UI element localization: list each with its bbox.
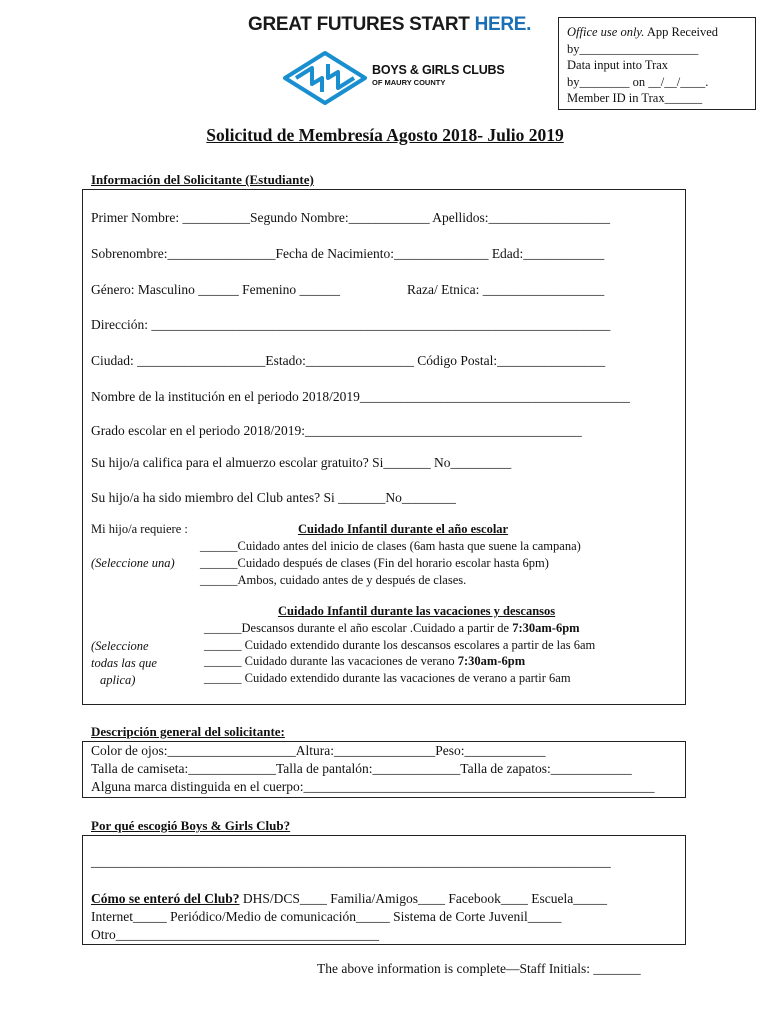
select-one-label: (Seleccione una) (91, 556, 175, 570)
vacation-option[interactable] (204, 654, 525, 669)
how-heard-options-line2[interactable]: Internet_____ Periódico/Medio de comunicación_____ Sistema de Corte Juvenil_____ (91, 909, 562, 924)
office-use-box (558, 17, 756, 110)
vacation-option[interactable] (204, 638, 595, 653)
gender-field[interactable]: Género: Masculino ______ Femenino ______ (91, 282, 340, 297)
vacation-option-text: ______ Cuidado extendido durante las vacaciones de verano a partir 6am (204, 671, 571, 685)
vacation-option-text: ______Descansos durante el año escolar .Cuidado a partir de (204, 621, 513, 635)
select-all-label (84, 638, 184, 689)
grade-field[interactable]: Grado escolar en el periodo 2018/2019:_________________________________________ (91, 423, 582, 438)
how-heard-field[interactable] (91, 891, 607, 907)
select-all-line: aplica) (100, 673, 136, 687)
app-received-by: by___________________ (567, 41, 699, 56)
sizes-field[interactable]: Talla de camiseta:_____________Talla de pantalón:_____________Talla de zapatos:____________ (91, 761, 632, 776)
vacation-option-text: ______ Cuidado durante las vacaciones de verano (204, 654, 458, 668)
office-use-label: Office use only. (567, 25, 645, 39)
address-field[interactable]: Dirección: ____________________________________________________________________ (91, 317, 611, 332)
vacation-option-hours: 7:30am-6pm (512, 621, 580, 635)
tagline-main: GREAT FUTURES START (248, 14, 475, 35)
free-lunch-field[interactable]: Su hijo/a califica para el almuerzo escolar gratuito? Si_______ No_________ (91, 455, 512, 470)
school-year-option[interactable]: ______Ambos, cuidado antes de y después de clases. (200, 573, 467, 587)
page-title: Solicitud de Membresía Agosto 2018- Julio 2019 (206, 125, 564, 145)
tagline-accent: HERE. (474, 14, 532, 35)
names-field[interactable]: Primer Nombre: __________Segundo Nombre:____________ Apellidos:__________________ (91, 210, 610, 225)
member-id-trax: Member ID in Trax______ (567, 91, 703, 105)
vacation-option[interactable] (204, 671, 571, 686)
distinguishing-marks-field[interactable]: Alguna marca distinguida en el cuerpo:____________________________________________________ (91, 779, 655, 794)
race-field[interactable]: Raza/ Etnica: __________________ (407, 282, 605, 297)
school-year-option[interactable]: ______Cuidado antes del inicio de clases (6am hasta que suene la campana) (200, 539, 581, 553)
school-year-care-heading: Cuidado Infantil durante el año escolar (298, 522, 509, 536)
club-county: OF MAURY COUNTY (372, 78, 446, 87)
how-heard-other[interactable]: Otro_______________________________________ (91, 927, 379, 942)
club-name: BOYS & GIRLS CLUBS (372, 63, 505, 77)
trax-input-by: by________ on __/__/____. (567, 74, 709, 89)
vacation-option-hours: 7:30am-6pm (457, 654, 526, 668)
how-heard-label: Cómo se enteró del Club? (91, 891, 240, 906)
why-answer-field[interactable]: _____________________________________________________________________________ (91, 854, 611, 869)
boys-and-girls-club-hands-logo-icon (282, 50, 368, 106)
select-all-line: todas las que (91, 656, 157, 670)
eyes-height-weight-field[interactable]: Color de ojos:___________________Altura:_______________Peso:____________ (91, 743, 546, 758)
select-all-line: (Seleccione (91, 639, 149, 653)
description-heading: Descripción general del solicitante: (91, 724, 285, 739)
trax-input-label: Data input into Trax (567, 58, 669, 72)
vacation-option[interactable] (204, 621, 580, 636)
why-heading: Por qué escogió Boys & Girls Club? (91, 818, 291, 833)
school-year-option[interactable]: ______Cuidado después de clases (Fin del horario escolar hasta 6pm) (200, 556, 549, 570)
applicant-heading: Información del Solicitante (Estudiante) (91, 172, 314, 187)
city-state-zip-field[interactable]: Ciudad: ___________________Estado:________________ Código Postal:________________ (91, 353, 606, 368)
institution-field[interactable]: Nombre de la institución en el periodo 2018/2019________________________________________ (91, 389, 630, 404)
app-received-label: App Received (644, 25, 719, 39)
nickname-birth-age-field[interactable]: Sobrenombre:________________Fecha de Nacimiento:______________ Edad:____________ (91, 246, 605, 261)
how-heard-options: DHS/DCS____ Familia/Amigos____ Facebook____ Escuela_____ (239, 891, 607, 906)
requires-label: Mi hijo/a requiere : (91, 522, 188, 536)
vacation-option-text: ______ Cuidado extendido durante los descansos escolares a partir de las 6am (204, 638, 596, 652)
staff-initials-field[interactable]: The above information is complete—Staff Initials: _______ (317, 961, 641, 976)
tagline (248, 14, 531, 36)
vacation-care-heading: Cuidado Infantil durante las vacaciones y descansos (278, 604, 556, 618)
member-before-field[interactable]: Su hijo/a ha sido miembro del Club antes? Si _______No________ (91, 490, 456, 505)
